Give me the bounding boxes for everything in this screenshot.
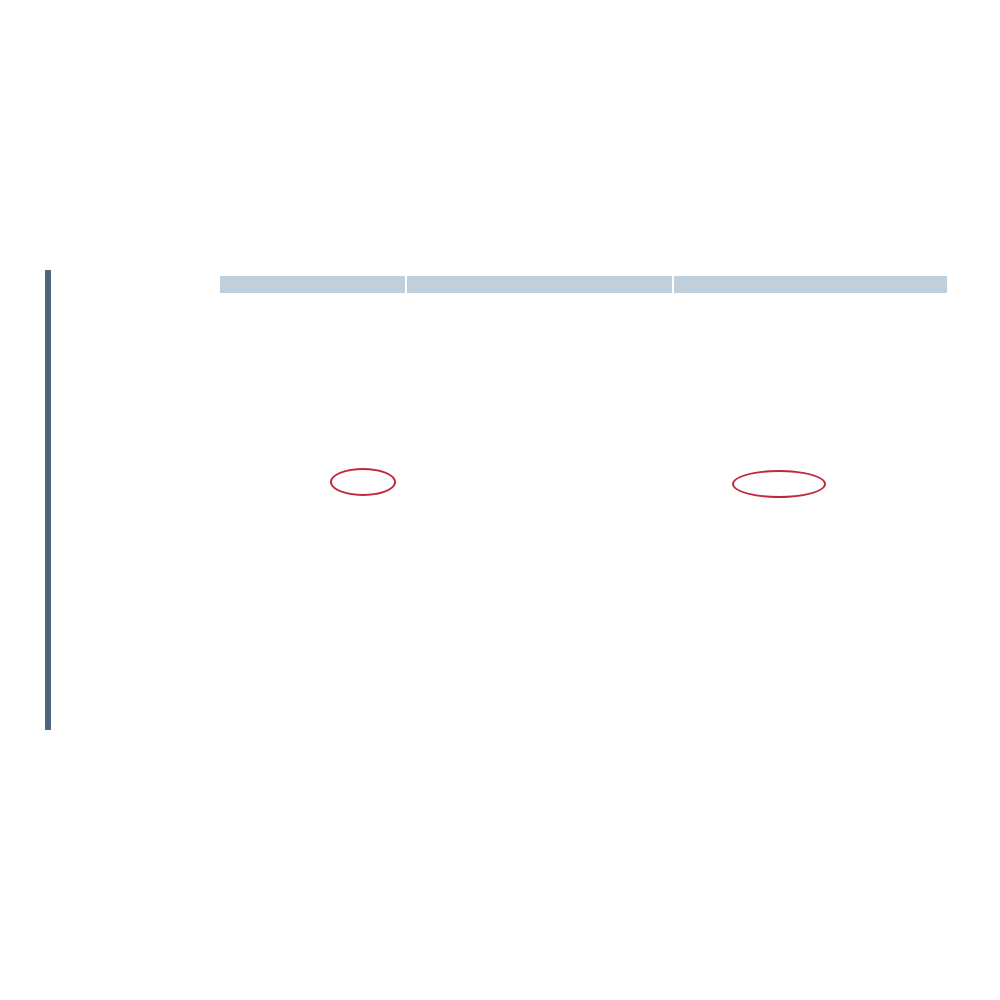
top-table-row	[220, 276, 947, 293]
top-table-cell	[674, 276, 947, 293]
sidebar-border	[45, 270, 51, 730]
top-table-cell	[407, 276, 672, 293]
annotation-circle	[330, 468, 396, 496]
annotation-circle	[732, 470, 826, 498]
screenshot-crop	[45, 270, 955, 730]
top-table-cell	[220, 276, 405, 293]
